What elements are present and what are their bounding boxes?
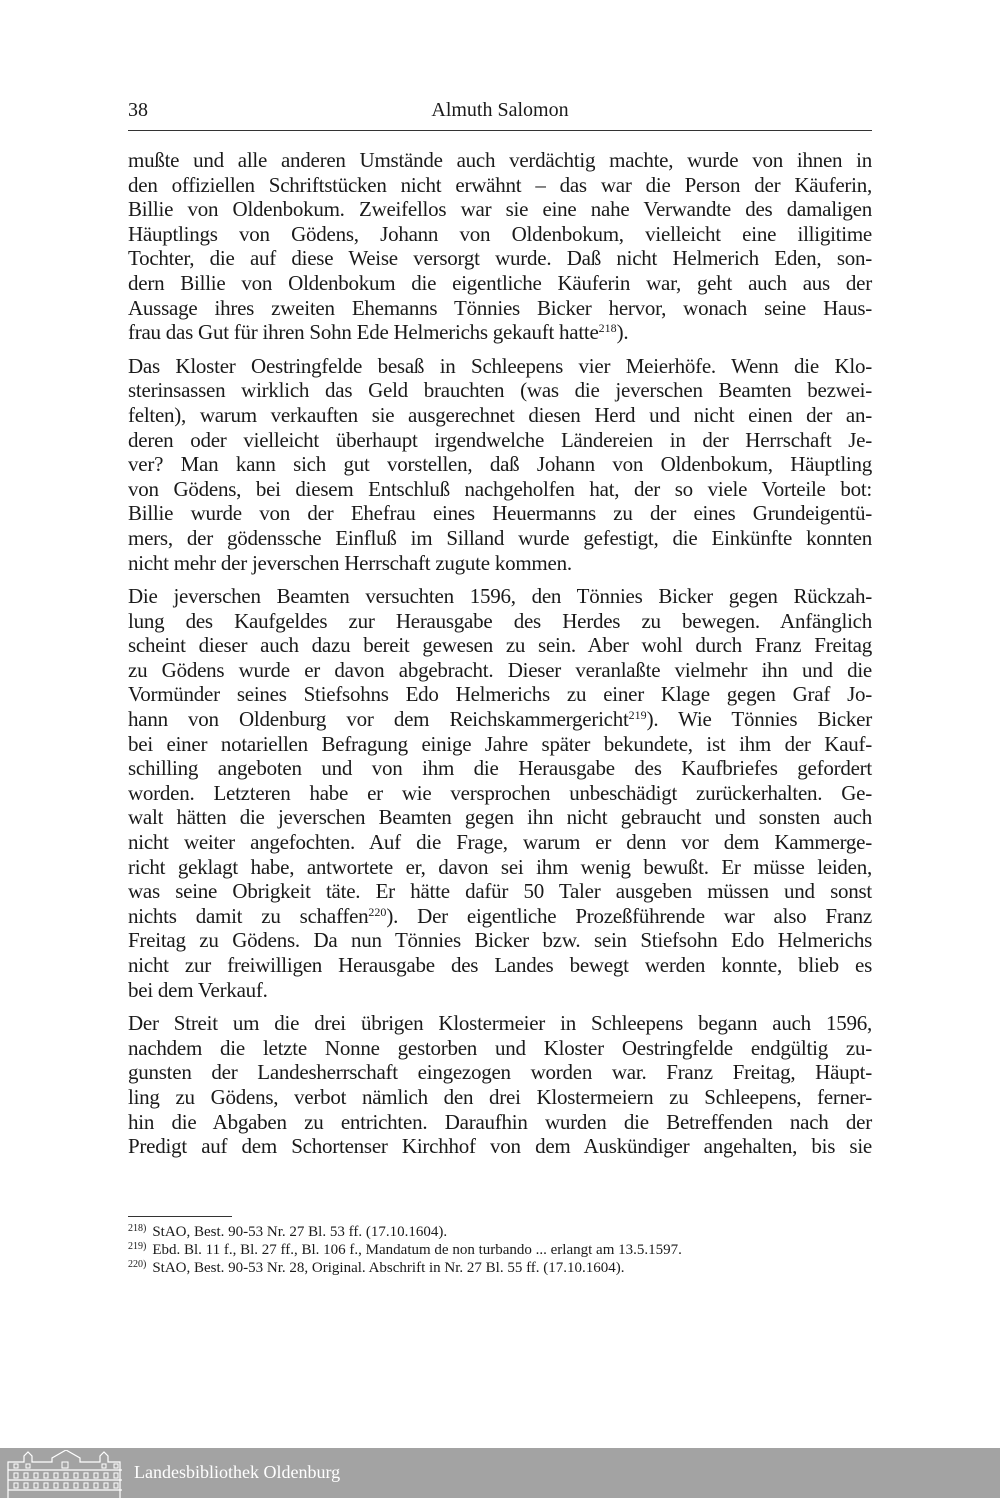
text-line — [128, 953, 872, 978]
line-text: sterinsassen wirklich das Geld brauchten (was die jeverschen Beamten bezwei- — [128, 378, 872, 403]
line-text: schilling angeboten und von ihm die Herausgabe des Kaufbriefes gefordert — [128, 756, 872, 781]
text-line — [128, 197, 872, 222]
text-line — [128, 879, 872, 904]
footnotes — [128, 1223, 682, 1277]
line-text: deren oder vielleicht überhaupt irgendwelche Ländereien in der Herrschaft Je- — [128, 427, 872, 452]
line-text: nicht weiter angefochten. Auf die Frage, warum er denn vor dem Kammerge- — [128, 830, 872, 855]
line-text: den offiziellen Schriftstücken nicht erwähnt – das war die Person der Käuferin, — [128, 172, 872, 197]
text-line — [128, 658, 872, 683]
text-line — [128, 1060, 872, 1085]
line-text: Tochter, die auf diese Weise versorgt wurde. Daß nicht Helmerich Eden, son- — [128, 246, 872, 271]
footnote-number: 220) — [128, 1259, 147, 1270]
footnote-rule — [128, 1216, 232, 1217]
text-line — [128, 173, 872, 198]
line-text: scheint dieser auch dazu bereit gewesen zu sein. Aber wohl durch Franz Freitag — [128, 633, 872, 658]
line-text: Freitag zu Gödens. Da nun Tönnies Bicker bzw. sein Stiefsohn Edo Helmerichs — [128, 928, 872, 953]
line-text: nichts damit zu schaffen — [128, 903, 369, 928]
text-line — [128, 296, 872, 321]
paragraph — [128, 354, 872, 575]
footnote-reference[interactable]: 218 — [598, 321, 617, 336]
line-text: von Gödens, bei diesem Entschluß nachgeholfen hat, der so viele Vorteile bot: — [128, 476, 872, 501]
line-text: felten), warum verkauften sie ausgerechnet diesen Herd und nicht einen der an- — [128, 402, 872, 427]
line-text: Die jeverschen Beamten versuchten 1596, den Tönnies Bicker gegen Rückzah- — [128, 584, 872, 609]
text-line — [128, 246, 872, 271]
line-text: ). Wie Tönnies Bicker — [646, 707, 872, 732]
text-line — [128, 1036, 872, 1061]
text-line — [128, 855, 872, 880]
library-building-logo-icon — [6, 1450, 124, 1498]
text-line — [128, 904, 872, 929]
line-text: nachdem die letzte Nonne gestorben und Kloster Oestringfelde endgültig zu- — [128, 1035, 872, 1060]
line-text: worden. Letzteren habe er wie versprochen unbeschädigt zurückerhalten. Ge- — [128, 780, 872, 805]
footnote — [128, 1259, 682, 1277]
text-line — [128, 928, 872, 953]
text-line — [128, 222, 872, 247]
text-line — [128, 354, 872, 379]
paragraph — [128, 1011, 872, 1159]
line-text: Billie von Oldenbokum. Zweifellos war sie eine nahe Verwandte des damaligen — [128, 197, 872, 222]
text-line — [128, 1134, 872, 1159]
footnote-text: Ebd. Bl. 11 f., Bl. 27 ff., Bl. 106 f., Mandatum de non turbando ... erlangt am 13.5.1597. — [152, 1242, 682, 1258]
paragraph — [128, 148, 872, 345]
text-line — [128, 551, 872, 576]
line-text: Predigt auf dem Schortenser Kirchhof von dem Auskündiger angehalten, bis sie — [128, 1134, 872, 1159]
footer-bar — [0, 1448, 1000, 1498]
text-line — [128, 271, 872, 296]
running-header — [128, 99, 872, 125]
text-line — [128, 732, 872, 757]
line-text: ). Der eigentliche Prozeßführende war also Franz — [386, 903, 872, 928]
footnote-number: 219) — [128, 1241, 147, 1252]
page-number: 38 — [128, 99, 148, 121]
line-text: Das Kloster Oestringfelde besaß in Schleepens vier Meierhöfe. Wenn die Klo- — [128, 353, 872, 378]
line-text: ling zu Gödens, verbot nämlich den drei Klostermeiern zu Schleepens, ferner- — [128, 1084, 872, 1109]
line-text: Aussage ihres zweiten Ehemanns Tönnies Bicker hervor, wonach seine Haus- — [128, 295, 872, 320]
text-line — [128, 1085, 872, 1110]
footnote-text: StAO, Best. 90-53 Nr. 28, Original. Abschrift in Nr. 27 Bl. 55 ff. (17.10.1604). — [152, 1260, 625, 1276]
footnote-number: 218) — [128, 1223, 147, 1234]
text-line — [128, 682, 872, 707]
line-text: nicht mehr der jeverschen Herrschaft zugute kommen. — [128, 550, 572, 575]
line-text: Der Streit um die drei übrigen Klostermeier in Schleepens begann auch 1596, — [128, 1011, 872, 1036]
text-line — [128, 1110, 872, 1135]
text-line — [128, 148, 872, 173]
text-line — [128, 320, 872, 345]
line-text: bei dem Verkauf. — [128, 977, 268, 1002]
line-text: bei einer notariellen Befragung einige Jahre später bekundete, ist ihm der Kauf- — [128, 731, 872, 756]
footnote-text: StAO, Best. 90-53 Nr. 27 Bl. 53 ff. (17.10.1604). — [152, 1224, 448, 1240]
footnote — [128, 1241, 682, 1259]
line-text: nicht zur freiwilligen Herausgabe des Landes bewegt werden konnte, blieb es — [128, 953, 872, 977]
line-text: frau das Gut für ihren Sohn Ede Helmerichs gekauft hatte — [128, 320, 599, 345]
text-line — [128, 378, 872, 403]
paragraph — [128, 584, 872, 1002]
text-line — [128, 633, 872, 658]
text-line — [128, 584, 872, 609]
line-text: Häuptlings von Gödens, Johann von Oldenbokum, vielleicht eine illigitime — [128, 221, 872, 246]
footnote-reference[interactable]: 220 — [368, 904, 387, 919]
running-title: Almuth Salomon — [431, 99, 569, 121]
line-text: walt hätten die jeverschen Beamten gegen ihn nicht gebraucht und sonsten auch — [128, 805, 872, 830]
text-line — [128, 805, 872, 830]
line-text: hann von Oldenburg vor dem Reichskammergericht — [128, 707, 629, 732]
line-text: Billie wurde von der Ehefrau eines Heuermanns zu der eines Grundeigentü- — [128, 501, 872, 526]
text-line — [128, 452, 872, 477]
line-text: mußte und alle anderen Umstände auch verdächtig machte, wurde von ihnen in — [128, 148, 872, 172]
body-text — [128, 148, 872, 1168]
footnote-reference[interactable]: 219 — [628, 708, 647, 723]
header-rule — [128, 130, 872, 131]
text-line — [128, 756, 872, 781]
line-text: ). — [616, 320, 629, 345]
text-line — [128, 781, 872, 806]
line-text: hin die Abgaben zu entrichten. Daraufhin wurden die Betreffenden nach der — [128, 1109, 872, 1134]
text-line — [128, 978, 872, 1003]
text-line — [128, 707, 872, 732]
text-line — [128, 403, 872, 428]
line-text: zu Gödens wurde er davon abgebracht. Dieser veranlaßte vielmehr ihn und die — [128, 657, 872, 682]
text-line — [128, 477, 872, 502]
text-line — [128, 609, 872, 634]
line-text: gunsten der Landesherrschaft eingezogen worden war. Franz Freitag, Häupt- — [128, 1060, 872, 1085]
line-text: was seine Obrigkeit täte. Er hätte dafür 50 Taler ausgeben müssen und sonst — [128, 879, 872, 904]
line-text: lung des Kaufgeldes zur Herausgabe des Herdes zu bewegen. Anfänglich — [128, 608, 872, 633]
text-line — [128, 501, 872, 526]
text-line — [128, 830, 872, 855]
line-text: Vormünder seines Stiefsohns Edo Helmerichs zu einer Klage gegen Graf Jo- — [128, 682, 872, 707]
text-line — [128, 428, 872, 453]
footnote — [128, 1223, 682, 1241]
line-text: ver? Man kann sich gut vorstellen, daß Johann von Oldenbokum, Häuptling — [128, 452, 872, 477]
text-line — [128, 1011, 872, 1036]
line-text: dern Billie von Oldenbokum die eigentliche Käuferin war, geht auch aus der — [128, 270, 872, 295]
line-text: mers, der gödenssche Einfluß im Silland wurde gefestigt, die Einkünfte konnten — [128, 525, 872, 550]
text-line — [128, 526, 872, 551]
line-text: richt geklagt habe, antwortete er, davon sei ihm wenig bewußt. Er müsse leiden, — [128, 854, 872, 879]
library-name: Landesbibliothek Oldenburg — [134, 1462, 341, 1482]
